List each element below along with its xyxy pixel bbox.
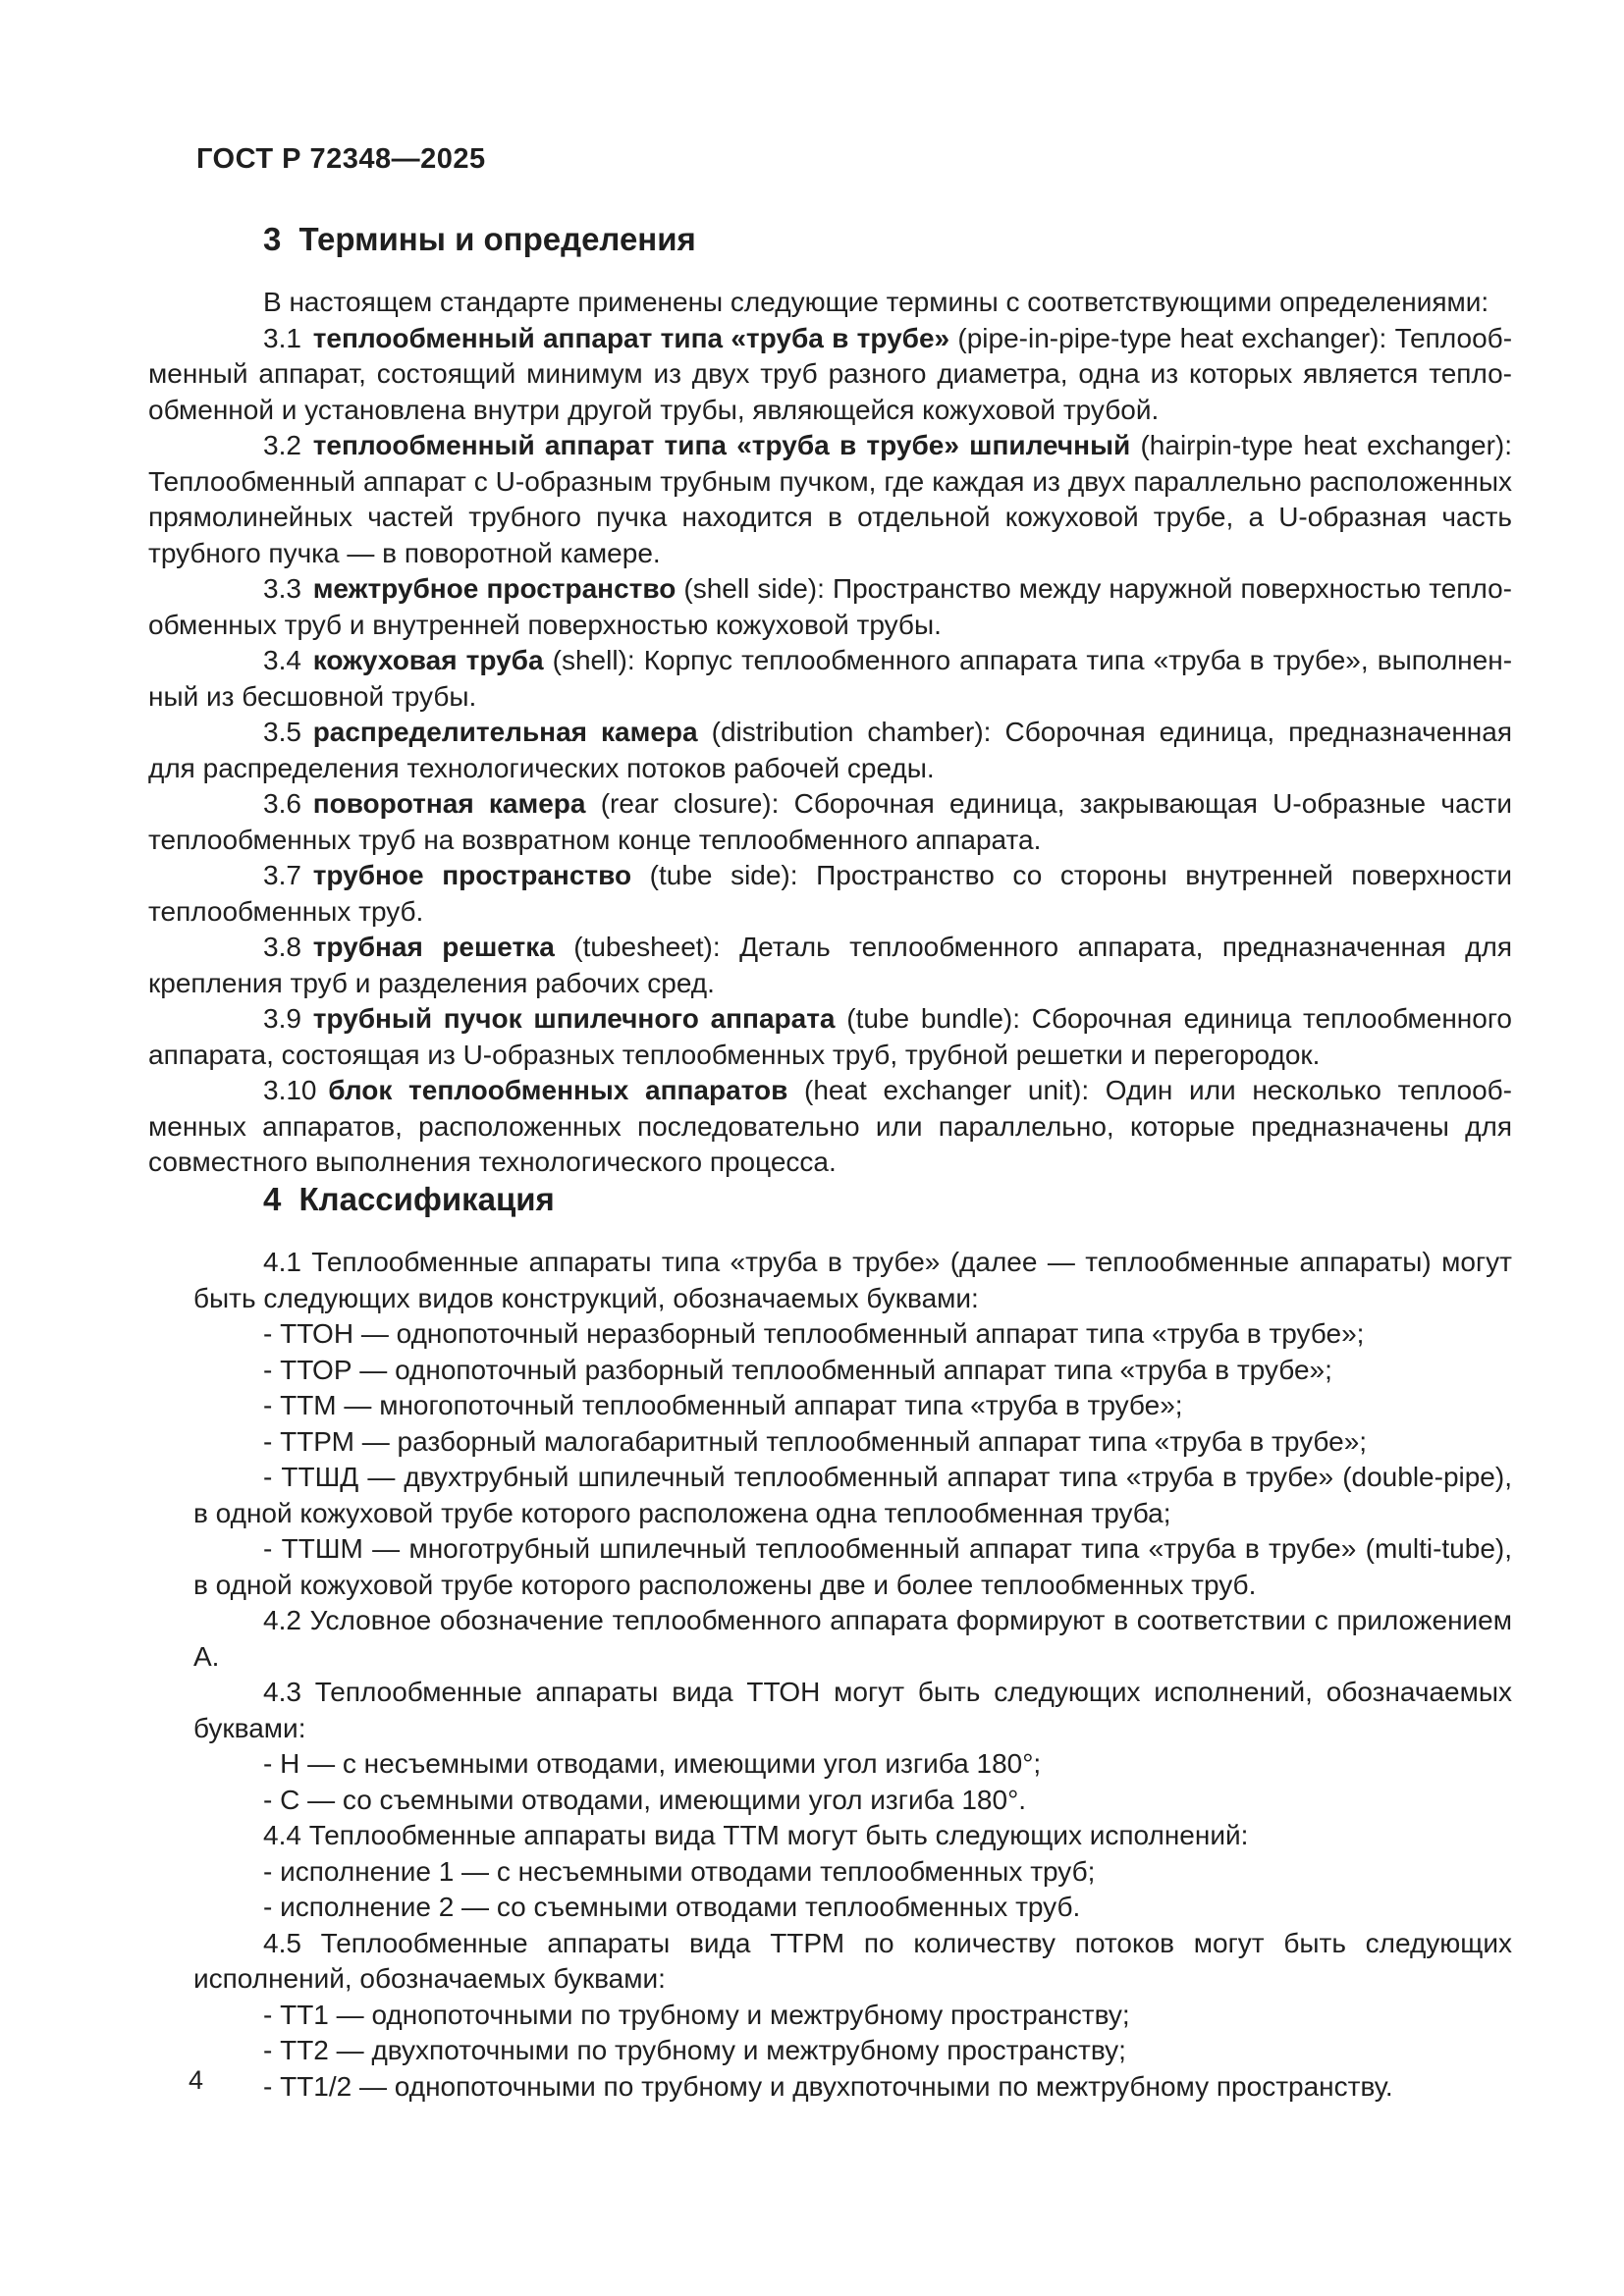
classification-paragraph-4-5: 4.5 Теплообменные аппараты вида ТТРМ по количеству потоков могут быть следующих исполнений, обозначаемых буквами: (193, 1927, 1512, 1994)
term-definition-text: (heat exchanger unit): Один или несколько теплообменных аппаратов, расположенных последовательно или параллельно, которые предназначены для совместного выполнения технологического процесса. (148, 1075, 1512, 1177)
term-definition-text: (shell side): Пространство между наружной поверхностью теплообменных труб и внутренней поверхностью кожуховой трубы. (148, 573, 1512, 640)
classification-item-ttor: - ТТОР — однопоточный разборный теплообменный аппарат типа «труба в трубе»; (263, 1354, 1332, 1385)
section-number: 4 (263, 1181, 282, 1217)
term-number: 3.2 (263, 430, 301, 460)
term-definition-3-3 (148, 571, 1512, 643)
term-definition-text: (tube bundle): Сборочная единица теплообменного аппарата, состоящая из U-образных теплообменных труб, трубной решетки и перегородок. (148, 1003, 1512, 1070)
classification-paragraph-4-3: 4.3 Теплообменные аппараты вида ТТОН могут быть следующих исполнений, обозначаемых буквами: (193, 1677, 1512, 1743)
page-number: 4 (189, 2065, 204, 2095)
classification-item-ispolnenie-2: - исполнение 2 — со съемными отводами теплообменных труб. (263, 1892, 1081, 1922)
classification-item-tt2: - ТТ2 — двухпоточными по трубному и межтрубному пространству; (263, 2035, 1126, 2065)
term-definition-text: (distribution chamber): Сборочная единица, предназначенная для распределения технологических потоков рабочей среды. (148, 717, 1512, 783)
classification-item-s: - С — со съемными отводами, имеющими угол изгиба 180°. (263, 1784, 1027, 1815)
term-name: блок теплообменных аппаратов (328, 1075, 788, 1105)
term-definition-3-4 (148, 643, 1512, 715)
term-number: 3.8 (263, 932, 301, 962)
term-definition-text: (tubesheet): Деталь теплообменного аппарата, предназначенная для крепления труб и разделения рабочих сред. (148, 932, 1513, 998)
classification-item-tt1-2: - ТТ1/2 — однопоточными по трубному и двухпоточными по межтрубному пространству. (263, 2070, 1393, 2102)
classification-item-n: - Н — с несъемными отводами, имеющими угол изгиба 180°; (263, 1748, 1042, 1779)
term-number: 3.4 (263, 645, 301, 675)
term-definition-3-6 (148, 786, 1512, 858)
term-name: межтрубное пространство (312, 573, 677, 604)
section-title: Термины и определения (298, 221, 696, 257)
term-number: 3.9 (263, 1003, 301, 1034)
terms-intro-paragraph (148, 285, 1512, 321)
term-definition-3-2 (148, 428, 1512, 571)
term-name: теплообменный аппарат типа «труба в трубе» шпилечный (312, 430, 1131, 460)
term-number: 3.3 (263, 573, 301, 604)
term-definition-3-9 (148, 1001, 1512, 1073)
term-definition-3-1 (148, 321, 1512, 429)
term-name: трубная решетка (312, 932, 555, 962)
section-terms-and-definitions (148, 220, 1512, 1181)
classification-item-ttshd: - ТТШД — двухтрубный шпилечный теплообменный аппарат типа «труба в трубе» (double-pipe), в одной кожуховой трубе которого расположена одна теплообменная труба; (193, 1462, 1512, 1528)
term-number: 3.5 (263, 717, 301, 747)
section-classification (193, 1180, 1512, 2105)
classification-item-ttrm: - ТТРМ — разборный малогабаритный теплообменный аппарат типа «труба в трубе»; (263, 1425, 1368, 1457)
term-name: теплообменный аппарат типа «труба в трубе» (312, 322, 950, 353)
classification-item-ispolnenie-1: - исполнение 1 — с несъемными отводами теплообменных труб; (263, 1855, 1096, 1887)
term-name: поворотная камера (312, 788, 586, 819)
term-definition-text: (tube side): Пространство со стороны внутренней поверхности теплообменных труб. (148, 860, 1512, 927)
term-name: кожуховая труба (312, 645, 544, 675)
section-heading-terms (263, 220, 1512, 259)
classification-item-ttm: - ТТМ — многопоточный теплообменный аппарат типа «труба в трубе»; (263, 1390, 1183, 1420)
term-name: трубное пространство (312, 860, 632, 890)
term-definition-3-7 (148, 858, 1512, 930)
classification-paragraph-4-4: 4.4 Теплообменные аппараты вида ТТМ могут быть следующих исполнений: (263, 1820, 1249, 1850)
term-definition-text: (hairpin-type heat exchanger): Теплообменный аппарат с U-образным трубным пучком, где каждая из двух параллельно расположенных прямолинейных частей трубного пучка находится в отдельной кожуховой трубе, а U-образная часть трубного пучка — в поворотной камере. (148, 430, 1512, 568)
term-definition-3-10 (148, 1073, 1512, 1181)
term-number: 3.7 (263, 860, 301, 890)
classification-item-tt1: - ТТ1 — однопоточными по трубному и межтрубному пространству; (263, 1999, 1130, 2030)
classification-paragraph-4-2: 4.2 Условное обозначение теплообменного аппарата формируют в соответствии с приложением А. (193, 1605, 1512, 1672)
classification-item-tton: - ТТОН — однопоточный неразборный теплообменный аппарат типа «труба в трубе»; (263, 1318, 1365, 1349)
term-name: распределительная камера (312, 717, 698, 747)
section-title: Классификация (298, 1181, 555, 1217)
term-number: 3.1 (263, 322, 301, 353)
term-definition-text: (rear closure): Сборочная единица, закрывающая U-образные части теплообменных труб на возвратном конце теплообменного аппарата. (148, 788, 1512, 855)
term-definition-3-5 (148, 715, 1512, 786)
classification-item-ttshm: - ТТШМ — многотрубный шпилечный теплообменный аппарат типа «труба в трубе» (multi-tube), в одной кожуховой трубе которого расположены две и более теплообменных труб. (193, 1533, 1512, 1600)
term-definition-3-8 (148, 930, 1512, 1001)
term-definition-text: (shell): Корпус теплообменного аппарата типа «труба в трубе», выполненный из бесшовной трубы. (148, 645, 1513, 712)
term-number: 3.6 (263, 788, 301, 819)
term-name: трубный пучок шпилечного аппарата (312, 1003, 836, 1034)
term-definition-text: (pipe-in-pipe-type heat exchanger): Теплообменный аппарат, состоящий минимум из двух труб разного диаметра, одна из которых является теплообменной и установлена внутри другой трубы, являющейся кожуховой трубой. (148, 322, 1513, 425)
section-heading-classification (263, 1180, 1512, 1219)
running-header: ГОСТ Р 72348—2025 (196, 143, 486, 175)
term-number: 3.10 (263, 1075, 317, 1105)
terms-intro-text: В настоящем стандарте применены следующие термины с соответствующими определениями: (263, 287, 1489, 317)
classification-paragraph-4-1: 4.1 Теплообменные аппараты типа «труба в трубе» (далее — теплообменные аппараты) могут быть следующих видов конструкций, обозначаемых буквами: (193, 1247, 1512, 1313)
section-number: 3 (263, 221, 282, 257)
